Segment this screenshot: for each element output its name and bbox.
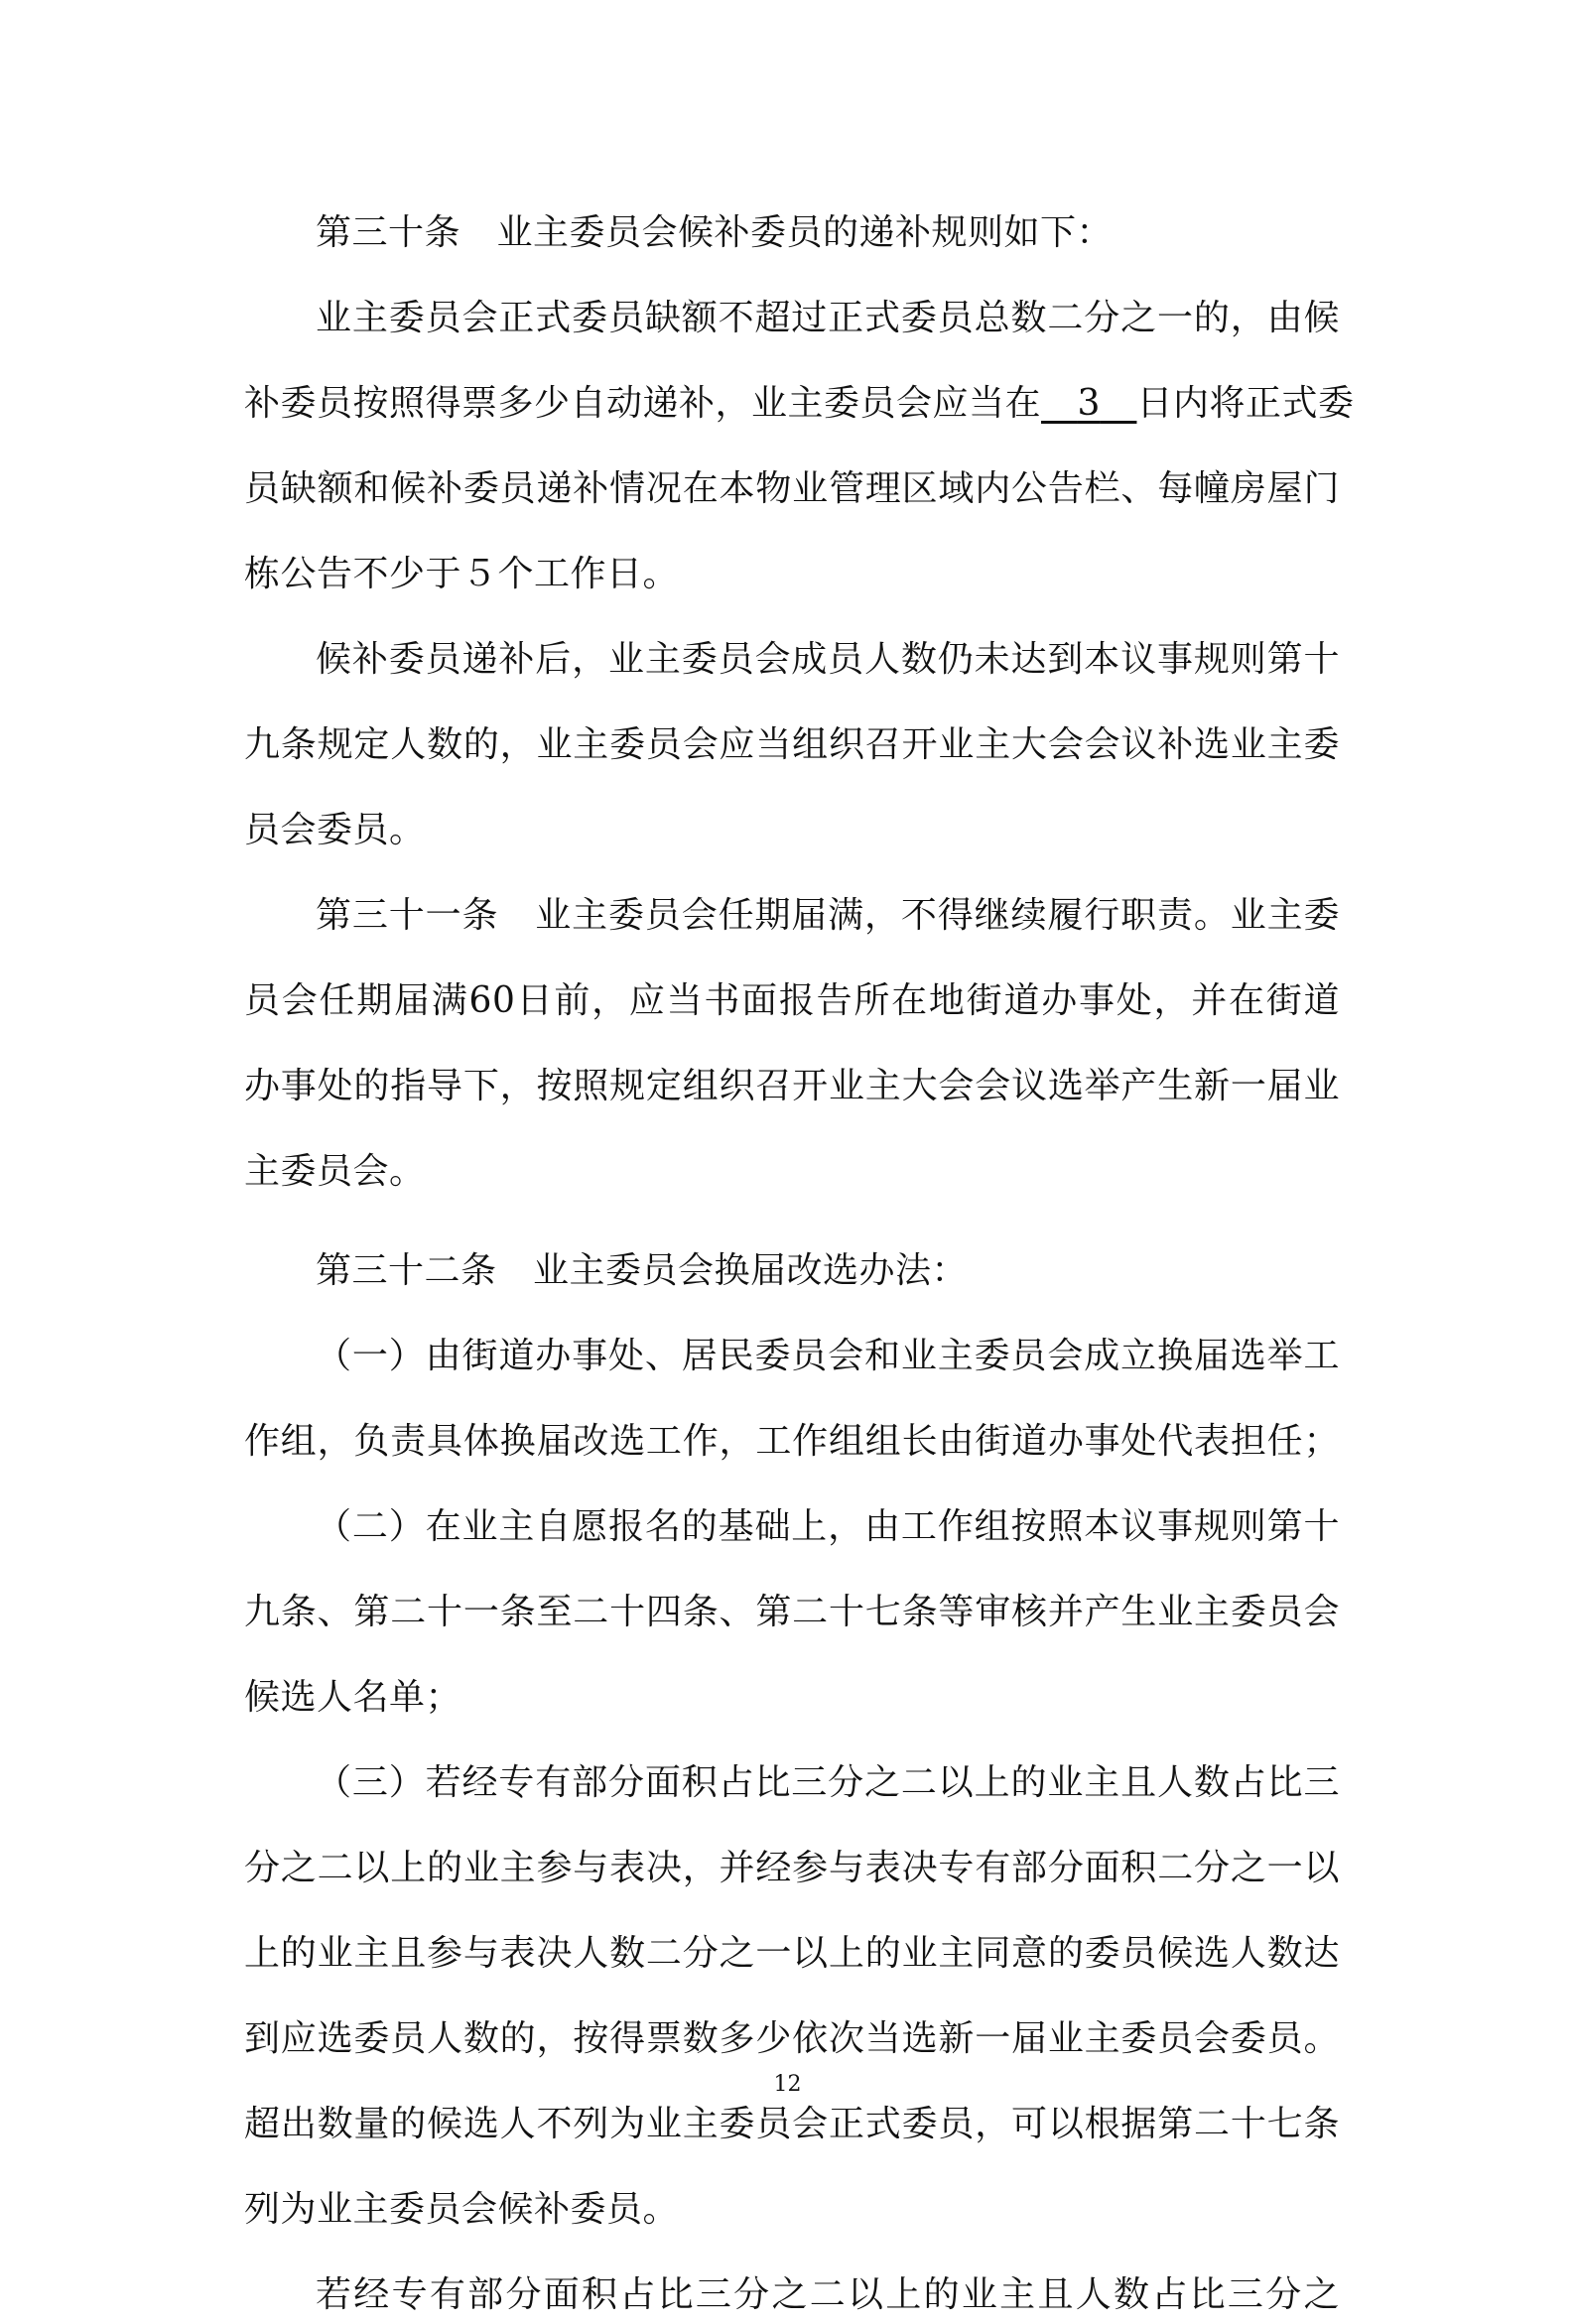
paragraph-line: 九条规定人数的，业主委员会应当组织召开业主大会会议补选业主委: [244, 724, 1340, 765]
list-item-3: （三）若经专有部分面积占比三分之二以上的业主且人数占比三: [316, 1762, 1340, 1803]
paragraph-line: 员会任期届满60日前，应当书面报告所在地街道办事处，并在街道: [244, 980, 1340, 1021]
list-item-1: （一）由街道办事处、居民委员会和业主委员会成立换届选举工: [316, 1336, 1340, 1376]
paragraph-text: 日内将正式委: [1136, 383, 1355, 424]
article-30-heading: 第三十条 业主委员会候补委员的递补规则如下：: [316, 212, 1114, 253]
paragraph-line: 列为业主委员会候补委员。: [244, 2189, 680, 2230]
paragraph-line: 到应选委员人数的，按得票数多少依次当选新一届业主委员会委员。: [244, 2018, 1340, 2059]
paragraph-line: 分之二以上的业主参与表决，并经参与表决专有部分面积二分之一以: [244, 1848, 1340, 1888]
paragraph-line: 员会委员。: [244, 810, 426, 850]
paragraph-line: 主委员会。: [244, 1151, 426, 1192]
paragraph-line: 栋公告不少于５个工作日。: [244, 554, 680, 594]
paragraph-text: 补委员按照得票多少自动递补，业主委员会应当在: [244, 383, 1042, 424]
paragraph-line: 候选人名单；: [244, 1677, 462, 1718]
page-number: 12: [773, 2072, 802, 2097]
paragraph-line: 超出数量的候选人不列为业主委员会正式委员，可以根据第二十七条: [244, 2104, 1340, 2144]
paragraph-line: [244, 375, 1355, 433]
list-item-2: （二）在业主自愿报名的基础上，由工作组按照本议事规则第十: [316, 1506, 1340, 1547]
article-32-heading: 第三十二条 业主委员会换届改选办法：: [316, 1250, 969, 1291]
paragraph-line: 员缺额和候补委员递补情况在本物业管理区域内公告栏、每幢房屋门: [244, 468, 1340, 509]
day-count-value: 3: [1077, 383, 1101, 424]
paragraph-line: 作组，负责具体换届改选工作，工作组组长由街道办事处代表担任；: [244, 1421, 1340, 1462]
article-31-heading: 第三十一条 业主委员会任期届满，不得继续履行职责。业主委: [316, 895, 1340, 936]
paragraph-line: 九条、第二十一条至二十四条、第二十七条等审核并产生业主委员会: [244, 1592, 1340, 1632]
day-count-field: [1041, 383, 1136, 424]
paragraph-line: 业主委员会正式委员缺额不超过正式委员总数二分之一的，由候: [316, 298, 1340, 338]
paragraph-line: 办事处的指导下，按照规定组织召开业主大会会议选举产生新一届业: [244, 1066, 1340, 1106]
paragraph-line: 上的业主且参与表决人数二分之一以上的业主同意的委员候选人数达: [244, 1933, 1340, 1974]
paragraph-line: 若经专有部分面积占比三分之二以上的业主且人数占比三分之: [316, 2274, 1340, 2315]
paragraph-line: 候补委员递补后，业主委员会成员人数仍未达到本议事规则第十: [316, 639, 1340, 680]
